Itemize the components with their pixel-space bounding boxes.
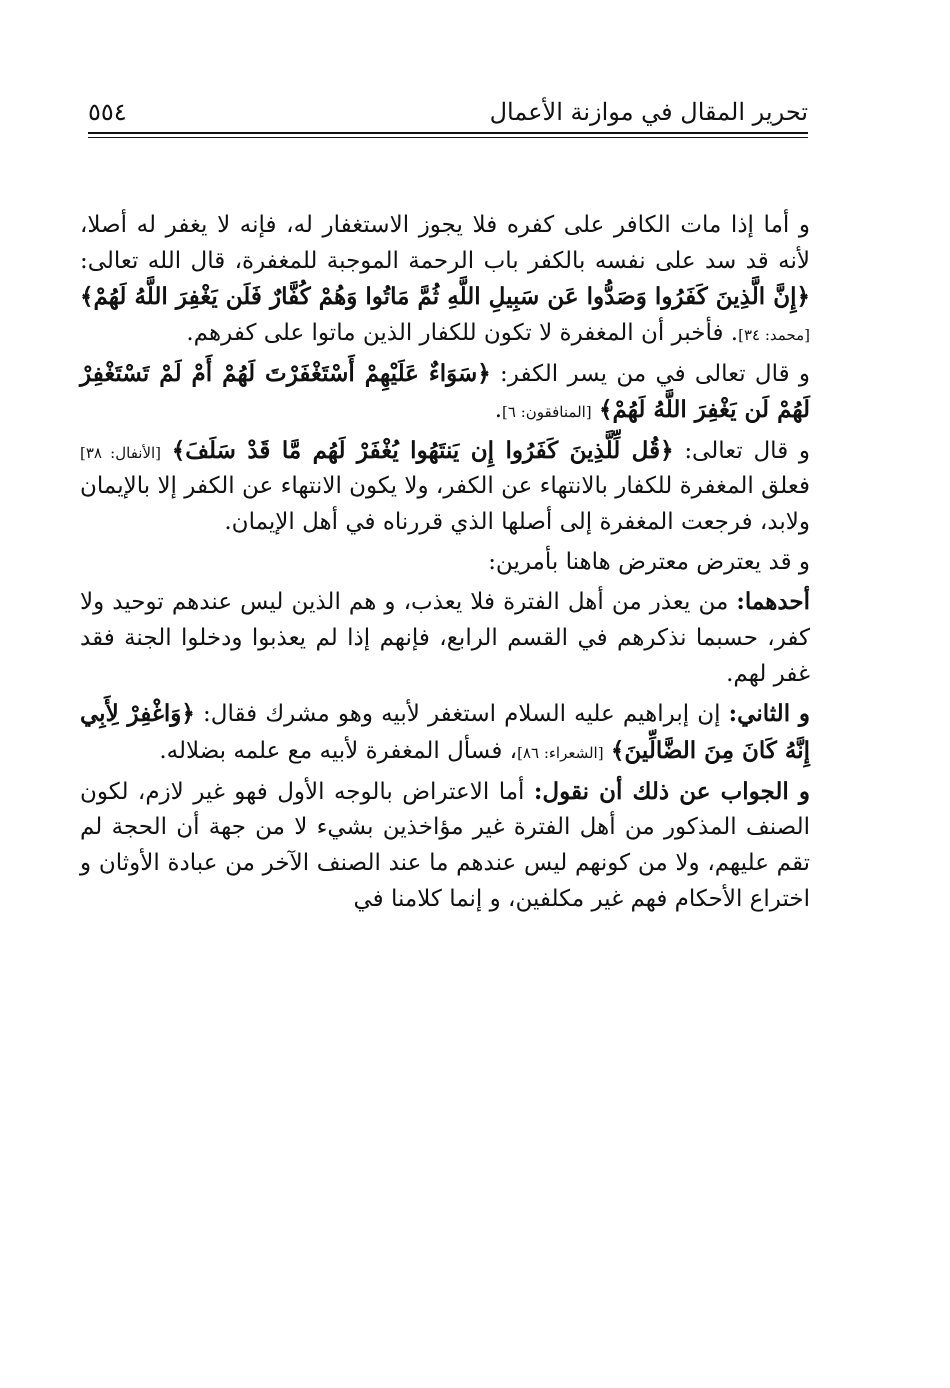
paragraph-text: إن إبراهيم عليه السلام استغفر لأبيه وهو مشرك فقال: [202, 701, 721, 728]
page-body [80, 208, 810, 921]
paragraph-text: و قال تعالى: [684, 437, 811, 464]
paragraph-tail: فعلق المغفرة للكفار بالانتهاء عن الكفر، ولا يكون الانتهاء عن الكفر إلا بالإيمان ولابد، فرجعت المغفرة إلى أصلها الذي قررناه في أهل الإيمان. [80, 473, 810, 536]
paragraph-3 [80, 433, 810, 541]
verse-citation: [المنافقون: ٦] [502, 403, 592, 422]
paragraph-lead: و الجواب عن ذلك أن نقول: [533, 777, 811, 805]
paragraph-text: و قال تعالى في من يسر الكفر: [500, 360, 810, 387]
header-rule-thin [88, 137, 808, 138]
verse-citation: [محمد: ٣٤] [738, 325, 810, 344]
running-header [88, 86, 808, 126]
quran-verse: ﴿سَوَاءٌ عَلَيْهِمْ أَسْتَغْفَرْتَ لَهُمْ أَمْ لَمْ تَسْتَغْفِرْ لَهُمْ لَن يَغْفِرَ اللَّهُ لَهُمْ﴾ [80, 359, 810, 424]
paragraph-text: و قد يعترض معترض هاهنا بأمرين: [488, 548, 810, 575]
paragraph-lead: أحدهما: [736, 588, 811, 616]
verse-citation: [الشعراء: ٨٦] [517, 743, 604, 762]
paragraph-text: من يعذر من أهل الفترة فلا يعذب، و هم الذين ليس عندهم توحيد ولا كفر، حسبما نذكرهم في القسم الرابع، فإنهم إذا لم يعذبوا ودخلوا الجنة فقد غفر لهم. [80, 589, 810, 687]
running-title: تحرير المقال في موازنة الأعمال [489, 98, 808, 126]
paragraph-text: و أما إذا مات الكافر على كفره فلا يجوز الاستغفار له، فإنه لا يغفر له أصلا، لأنه قد سد على نفسه بالكفر باب الرحمة الموجبة للمغفرة، قال الله تعالى: [80, 212, 810, 274]
paragraph-7 [80, 774, 810, 918]
quran-verse: ﴿إِنَّ الَّذِينَ كَفَرُوا وَصَدُّوا عَن سَبِيلِ اللَّهِ ثُمَّ مَاتُوا وَهُمْ كُفَّارٌ فَلَن يَغْفِرَ اللَّهُ لَهُمْ﴾ [80, 283, 810, 311]
paragraph-text: أما الاعتراض بالوجه الأول فهو غير لازم، لكون الصنف المذكور من أهل الفترة غير مؤاخذين بشيء لا من جهة أن الحجة لم تقم عليهم، ولا من كونهم ليس عندهم ما عند الصنف الآخر من عبادة الأوثان و اختراع الأحكام فهم غير مكلفين، و إنما كلامنا في [80, 778, 810, 912]
paragraph-4 [80, 545, 810, 581]
paragraph-tail: ، فسأل المغفرة لأبيه مع علمه بضلاله. [159, 737, 518, 764]
paragraph-5 [80, 584, 810, 692]
paragraph-1 [80, 208, 810, 352]
quran-verse: ﴿وَاغْفِرْ لِأَبِي إِنَّهُ كَانَ مِنَ الضَّالِّينَ﴾ [80, 700, 810, 764]
verse-citation: [الأنفال: ٣٨] [80, 443, 162, 462]
paragraph-tail: . [494, 397, 503, 424]
quran-verse: ﴿قُل لِّلَّذِينَ كَفَرُوا إِن يَنتَهُوا يُغْفَرْ لَهُم مَّا قَدْ سَلَفَ﴾ [171, 436, 674, 464]
paragraph-lead: و الثاني: [728, 700, 811, 728]
paragraph-2 [80, 356, 810, 429]
paragraph-6 [80, 696, 810, 769]
paragraph-tail: . فأخبر أن المغفرة لا تكون للكفار الذين ماتوا على كفرهم. [186, 319, 739, 346]
page-number: ٥٥٤ [88, 98, 127, 126]
header-rule [88, 132, 808, 134]
